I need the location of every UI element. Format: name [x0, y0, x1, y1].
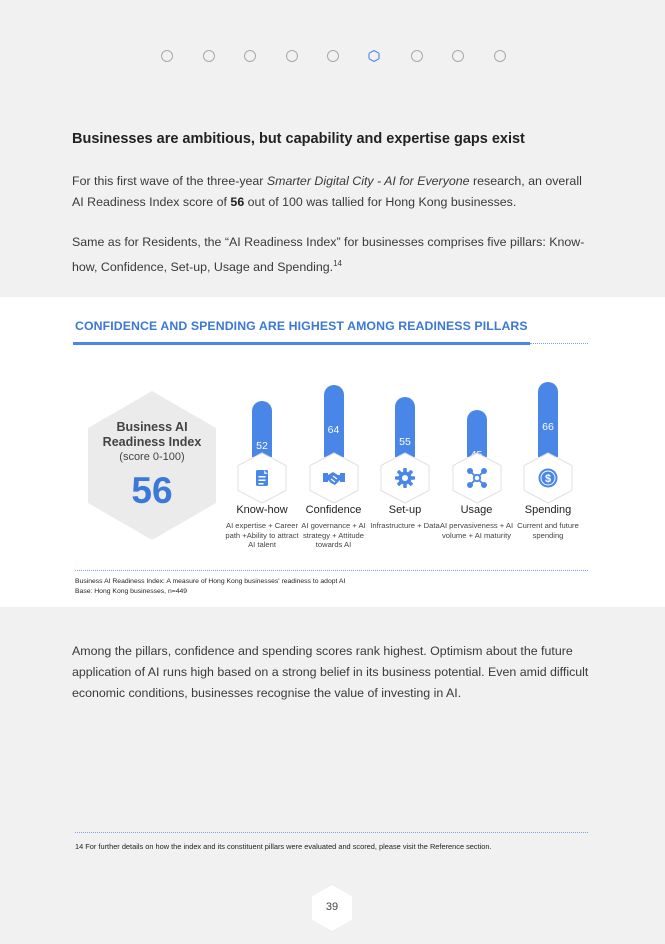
svg-text:$: $ — [544, 473, 552, 485]
page-dot[interactable] — [244, 50, 256, 62]
pillar-know-how — [224, 297, 300, 567]
overall-score: 56 — [230, 195, 245, 209]
pillar-bar — [538, 382, 558, 457]
page-indicator — [0, 50, 665, 64]
section-heading: Businesses are ambitious, but capability and expertise gaps exist — [72, 131, 525, 147]
index-title-line1: Business AI — [116, 420, 188, 434]
pillar-score: 52 — [256, 439, 268, 452]
pillars-text: Same as for Residents, the “AI Readiness Index” for businesses comprises five pillars: Know-how, Confidence, Set-up, Usage and Spending. — [72, 235, 585, 275]
pillar-description: Current and future spending — [517, 521, 579, 540]
conclusion-paragraph: Among the pillars, confidence and spending scores rank highest. Optimism about the future application of AI runs high based on a strong belief in its business potential. Even amid difficult economic conditions, businesses recognise the value of investing in AI. — [72, 644, 589, 700]
page-dot[interactable] — [327, 50, 339, 62]
pillar-name: Usage — [460, 504, 493, 516]
intro-text: out of 100 was tallied for Hong Kong businesses. — [244, 195, 517, 209]
intro-text: For this first wave of the three-year — [72, 174, 267, 188]
pillar-name: Know-how — [236, 504, 288, 516]
handshake-icon — [309, 452, 359, 504]
pillar-spending — [510, 297, 586, 567]
index-label — [87, 420, 217, 516]
pillar-bar — [324, 385, 344, 457]
intro-paragraph — [72, 171, 592, 213]
network-icon — [452, 452, 502, 504]
pillars-paragraph — [72, 232, 592, 278]
index-definition-note: Business AI Readiness Index: A measure of Hong Kong businesses' readiness to adopt AI — [75, 578, 346, 585]
pillar-description: AI pervasiveness + AI volume + AI maturity — [439, 521, 514, 540]
pillar-description: AI governance + AI strategy + Attitude towards AI — [301, 521, 366, 549]
infographic-panel — [0, 297, 665, 607]
page-dot[interactable] — [286, 50, 298, 62]
pillar-score: 64 — [327, 423, 340, 436]
page-dot[interactable] — [411, 50, 423, 62]
gear-icon — [380, 452, 430, 504]
footnote-divider — [75, 832, 588, 833]
pillar-confidence — [296, 297, 372, 567]
footnote-ref[interactable]: 14 — [333, 259, 342, 268]
footnote: 14 For further details on how the index and its constituent pillars were evaluated and scored, please visit the Reference section. — [75, 842, 492, 851]
pillar-set-up — [367, 297, 443, 567]
intro-text: research, an overall AI Readiness Index score of — [72, 174, 582, 209]
pillar-name: Spending — [524, 504, 572, 516]
index-scale: (score 0-100) — [119, 451, 185, 463]
pillar-bar — [395, 397, 415, 457]
pillar-usage — [439, 297, 515, 567]
active-page-dot[interactable] — [368, 50, 380, 62]
index-title-line2: Readiness Index — [102, 435, 202, 449]
page-dot[interactable] — [452, 50, 464, 62]
pillar-description: AI expertise + Career path +Ability to attract AI talent — [225, 521, 299, 549]
page-dot[interactable] — [161, 50, 173, 62]
document-icon — [237, 452, 287, 504]
research-title: Smarter Digital City - AI for Everyone — [266, 174, 470, 188]
notes-divider — [75, 570, 588, 571]
page-number: 39 — [325, 901, 339, 913]
pillar-name: Confidence — [305, 504, 362, 516]
page-dot[interactable] — [203, 50, 215, 62]
pillar-score: 55 — [399, 435, 411, 448]
page-dot[interactable] — [494, 50, 506, 62]
pillar-score: 66 — [542, 421, 554, 434]
base-note: Base: Hong Kong businesses, n=449 — [75, 588, 188, 595]
dollar-icon — [523, 452, 573, 504]
pillar-name: Set-up — [388, 504, 422, 516]
index-score: 56 — [131, 470, 173, 511]
pillar-description: Infrastructure + Data — [370, 521, 440, 530]
infographic-title: CONFIDENCE AND SPENDING ARE HIGHEST AMONG READINESS PILLARS — [75, 319, 528, 333]
